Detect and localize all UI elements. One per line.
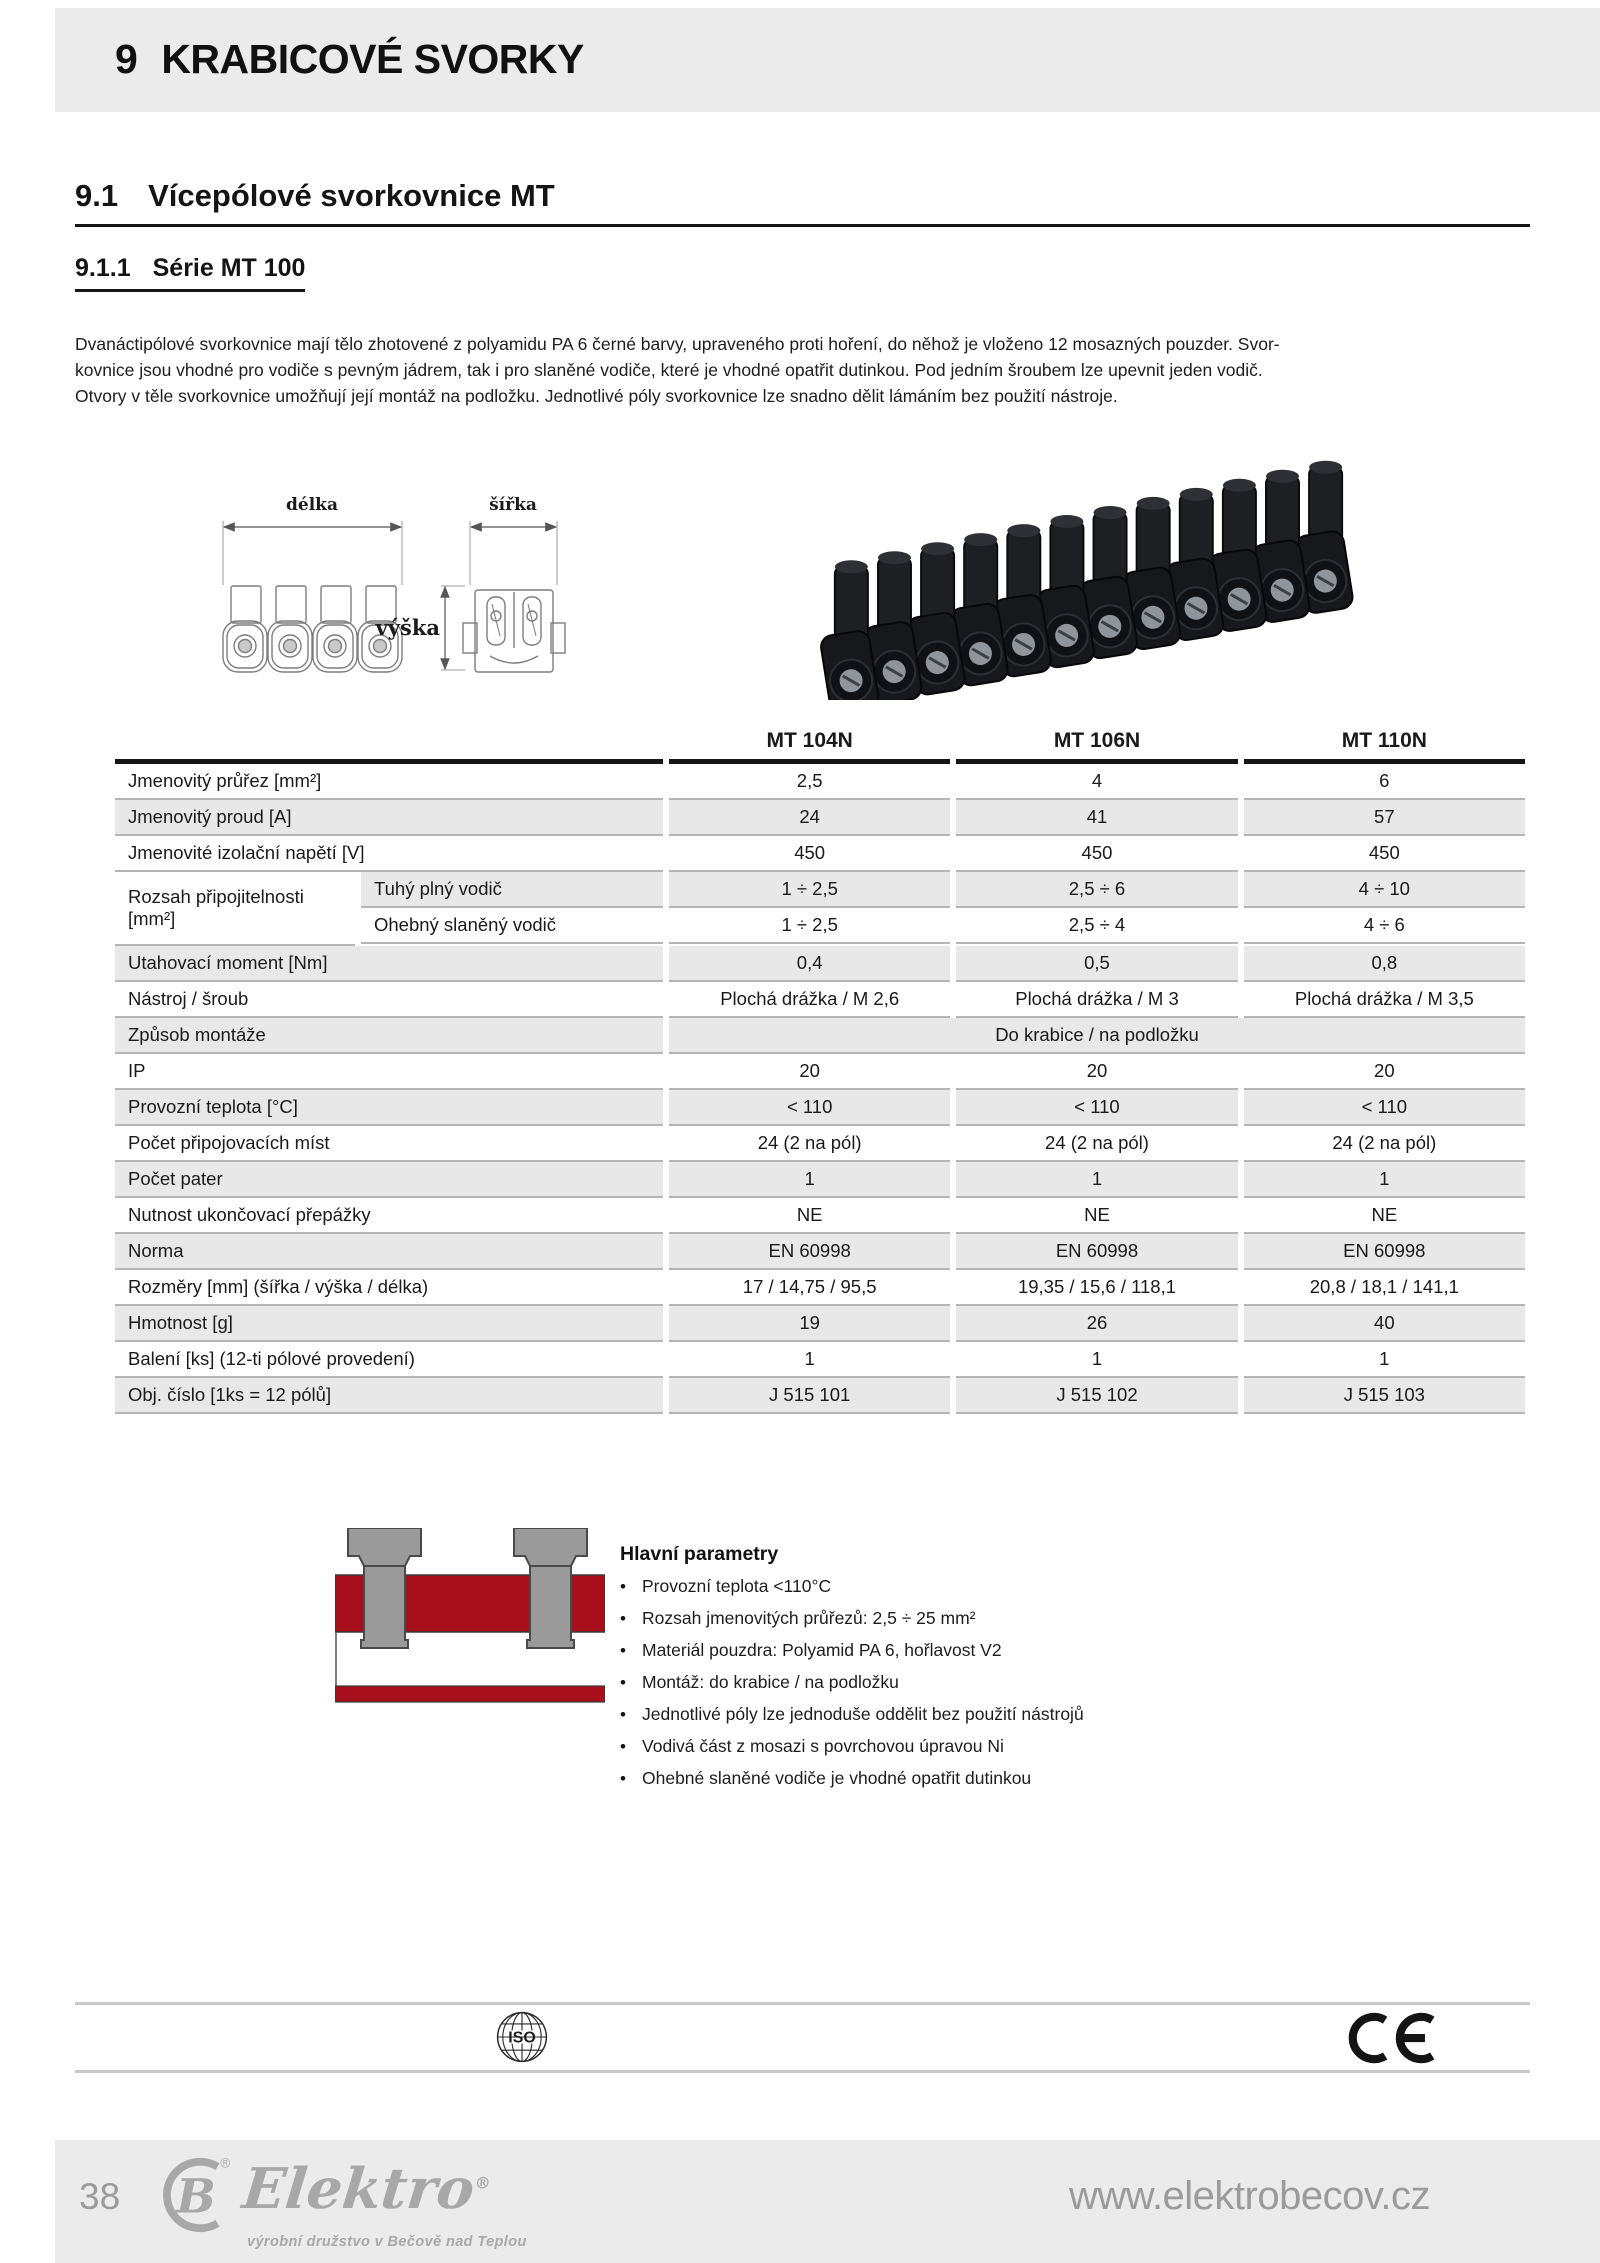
cell-value: 4 ÷ 10 (1244, 872, 1525, 908)
cell-value: Plochá drážka / M 3 (956, 982, 1237, 1018)
cert-divider-top (75, 2002, 1530, 2005)
params-title: Hlavní parametry (620, 1543, 779, 1565)
table-row (115, 946, 1525, 982)
row-label: Norma (115, 1234, 663, 1270)
cert-divider-bottom (75, 2070, 1530, 2073)
row-label: Hmotnost [g] (115, 1306, 663, 1342)
param-item (620, 1736, 1320, 1768)
bullet-icon: • (620, 1705, 626, 1724)
table-row (115, 836, 1525, 872)
cell-value: 1 (1244, 1342, 1525, 1378)
dimension-drawing (145, 483, 585, 698)
param-text: Jednotlivé póly lze jednoduše oddělit bez použití nástrojů (642, 1704, 1084, 1724)
cell-value: 1 (1244, 1162, 1525, 1198)
row-label: Obj. číslo [1ks = 12 pólů] (115, 1378, 663, 1414)
footer-band (55, 2140, 1600, 2263)
spec-table (115, 722, 1525, 1414)
table-subrow (361, 908, 1525, 944)
cell-value: 2,5 (669, 764, 950, 800)
intro-paragraph (75, 331, 1533, 409)
bullet-icon: • (620, 1737, 626, 1756)
dim-label-vyska: výška (375, 615, 440, 640)
dim-label-sirka: šířka (489, 495, 537, 515)
section-title: Vícepólové svorkovnice MT (148, 178, 555, 213)
cell-value: J 515 103 (1244, 1378, 1525, 1414)
cell-value: 1 (956, 1162, 1237, 1198)
cell-value: 1 (956, 1342, 1237, 1378)
row-label: Utahovací moment [Nm] (115, 946, 663, 982)
row-label: Nutnost ukončovací přepážky (115, 1198, 663, 1234)
row-label: IP (115, 1054, 663, 1090)
table-row (115, 1054, 1525, 1090)
cell-value: 24 (2 na pól) (1244, 1126, 1525, 1162)
cell-value: 1 (669, 1162, 950, 1198)
row-label: Jmenovité izolační napětí [V] (115, 836, 663, 872)
param-text: Montáž: do krabice / na podložku (642, 1672, 899, 1692)
table-row (115, 1270, 1525, 1306)
row-label: Provozní teplota [°C] (115, 1090, 663, 1126)
row-label: Počet pater (115, 1162, 663, 1198)
intro-line: Otvory v těle svorkovnice umožňují její montáž na podložku. Jednotlivé póly svorkovnice lze snadno dělit lámáním bez použití nástroje. (75, 386, 1118, 406)
row-label: Jmenovitý průřez [mm²] (115, 764, 663, 800)
cell-value: < 110 (669, 1090, 950, 1126)
row-label: Způsob montáže (115, 1018, 663, 1054)
bullet-icon: • (620, 1577, 626, 1596)
cell-value: 450 (956, 836, 1237, 872)
cell-value: 19 (669, 1306, 950, 1342)
table-row (115, 1126, 1525, 1162)
section-rule (75, 224, 1530, 227)
param-item (620, 1704, 1320, 1736)
terminal-strip (804, 456, 1369, 700)
cell-value: 24 (669, 800, 950, 836)
row-label: Rozměry [mm] (šířka / výška / délka) (115, 1270, 663, 1306)
subsection-number: 9.1.1 (75, 254, 131, 282)
chapter-title: KRABICOVÉ SVORKY (161, 36, 584, 82)
cell-value: 26 (956, 1306, 1237, 1342)
brand-subtitle: výrobní družstvo v Bečově nad Teplou (247, 2234, 527, 2250)
cell-value: J 515 101 (669, 1378, 950, 1414)
chapter-heading (115, 36, 584, 83)
cell-value: 4 ÷ 6 (1244, 908, 1525, 944)
cell-value: NE (1244, 1198, 1525, 1234)
table-row (115, 1378, 1525, 1414)
column-header: MT 106N (956, 722, 1237, 764)
bullet-icon: • (620, 1769, 626, 1788)
cell-value: < 110 (1244, 1090, 1525, 1126)
sub-row-label: Tuhý plný vodič (361, 872, 663, 908)
cell-value: Plochá drážka / M 2,6 (669, 982, 950, 1018)
param-item (620, 1576, 1320, 1608)
table-group-row (115, 872, 1525, 946)
cell-value: 20,8 / 18,1 / 141,1 (1244, 1270, 1525, 1306)
sub-row-label: Ohebný slaněný vodič (361, 908, 663, 944)
svg-text:B: B (176, 2169, 216, 2225)
cell-value: EN 60998 (1244, 1234, 1525, 1270)
param-text: Rozsah jmenovitých průřezů: 2,5 ÷ 25 mm² (642, 1608, 976, 1628)
table-row (115, 1342, 1525, 1378)
svg-text:ISO: ISO (508, 2029, 536, 2047)
mounting-diagram (335, 1528, 605, 1704)
cell-value: 6 (1244, 764, 1525, 800)
cell-value: 57 (1244, 800, 1525, 836)
params-list (620, 1576, 1320, 1800)
row-label: Jmenovitý proud [A] (115, 800, 663, 836)
table-corner-cell (115, 722, 663, 764)
cell-value: EN 60998 (669, 1234, 950, 1270)
cell-value: 24 (2 na pól) (669, 1126, 950, 1162)
cell-value: 41 (956, 800, 1237, 836)
cell-value: 450 (669, 836, 950, 872)
cell-value: EN 60998 (956, 1234, 1237, 1270)
param-text: Vodivá část z mosazi s povrchovou úpravou Ni (642, 1736, 1004, 1756)
registered-icon: ® (473, 2173, 492, 2193)
cell-value: J 515 102 (956, 1378, 1237, 1414)
table-row (115, 800, 1525, 836)
param-item (620, 1768, 1320, 1800)
cell-value: 0,5 (956, 946, 1237, 982)
table-row (115, 1090, 1525, 1126)
param-text: Materiál pouzdra: Polyamid PA 6, hořlavost V2 (642, 1640, 1002, 1660)
base-bar (335, 1686, 605, 1702)
row-label: Počet připojovacích míst (115, 1126, 663, 1162)
cell-value: 24 (2 na pól) (956, 1126, 1237, 1162)
cb-monogram-icon (155, 2154, 237, 2236)
main-parameters (620, 1543, 1320, 1800)
row-label: Balení [ks] (12-ti pólové provedení) (115, 1342, 663, 1378)
cell-value: 20 (956, 1054, 1237, 1090)
cell-value: 1 ÷ 2,5 (669, 872, 950, 908)
cell-value: 17 / 14,75 / 95,5 (669, 1270, 950, 1306)
param-text: Provozní teplota <110°C (642, 1576, 832, 1596)
table-row (115, 982, 1525, 1018)
table-subrows (361, 872, 1525, 946)
cell-value: 0,8 (1244, 946, 1525, 982)
intro-line: Dvanáctipólové svorkovnice mají tělo zhotovené z polyamidu PA 6 černé barvy, upraveného proti hoření, do něhož je vloženo 12 mosazných pouzder. Svor- (75, 334, 1280, 354)
table-header-row (115, 722, 1525, 764)
cell-value: 20 (1244, 1054, 1525, 1090)
ce-mark-icon (1340, 2012, 1440, 2064)
param-item (620, 1608, 1320, 1640)
cell-value: 1 ÷ 2,5 (669, 908, 950, 944)
brand-logo (155, 2146, 575, 2261)
cell-value: 4 (956, 764, 1237, 800)
param-item (620, 1640, 1320, 1672)
cell-value: 19,35 / 15,6 / 118,1 (956, 1270, 1237, 1306)
chapter-number: 9 (115, 36, 138, 82)
param-item (620, 1672, 1320, 1704)
table-row (115, 1306, 1525, 1342)
row-label: Rozsah připojitelnosti [mm²] (115, 872, 355, 946)
chapter-band (55, 8, 1600, 112)
cell-value: 2,5 ÷ 6 (956, 872, 1237, 908)
bullet-icon: • (620, 1609, 626, 1628)
table-subrow (361, 872, 1525, 908)
table-row (115, 1234, 1525, 1270)
table-row (115, 1018, 1525, 1054)
subsection-heading (75, 254, 305, 292)
iso-globe-icon (492, 2007, 552, 2067)
bullet-icon: • (620, 1673, 626, 1692)
column-header: MT 110N (1244, 722, 1525, 764)
registered-icon: ® (220, 2155, 231, 2171)
dim-label-delka: délka (286, 495, 338, 515)
table-row (115, 1162, 1525, 1198)
subsection-title: Série MT 100 (152, 254, 306, 282)
cell-value: 1 (669, 1342, 950, 1378)
brand-logo-text: Elektro® (239, 2156, 492, 2222)
table-row (115, 764, 1525, 800)
page-number: 38 (79, 2176, 121, 2217)
cell-value: 2,5 ÷ 4 (956, 908, 1237, 944)
section-heading (75, 178, 555, 214)
cell-value: 40 (1244, 1306, 1525, 1342)
cell-value: < 110 (956, 1090, 1237, 1126)
section-number: 9.1 (75, 178, 119, 213)
website-url: www.elektrobecov.cz (1068, 2174, 1430, 2218)
terminal-section-view (463, 590, 565, 672)
param-text: Ohebné slaněné vodiče je vhodné opatřit dutinkou (642, 1768, 1032, 1788)
row-label: Nástroj / šroub (115, 982, 663, 1018)
cell-value: NE (956, 1198, 1237, 1234)
bullet-icon: • (620, 1641, 626, 1660)
table-row (115, 1198, 1525, 1234)
cell-value: NE (669, 1198, 950, 1234)
column-header: MT 104N (669, 722, 950, 764)
cell-value: 450 (1244, 836, 1525, 872)
intro-line: kovnice jsou vhodné pro vodiče s pevným jádrem, tak i pro slaněné vodiče, které je vhodné opatřit dutinkou. Pod jedním šroubem lze upevnit jeden vodič. (75, 360, 1263, 380)
cell-value: 0,4 (669, 946, 950, 982)
cell-value: 20 (669, 1054, 950, 1090)
product-photo (795, 450, 1385, 700)
cell-value: Plochá drážka / M 3,5 (1244, 982, 1525, 1018)
cell-value: Do krabice / na podložku (669, 1018, 1525, 1054)
